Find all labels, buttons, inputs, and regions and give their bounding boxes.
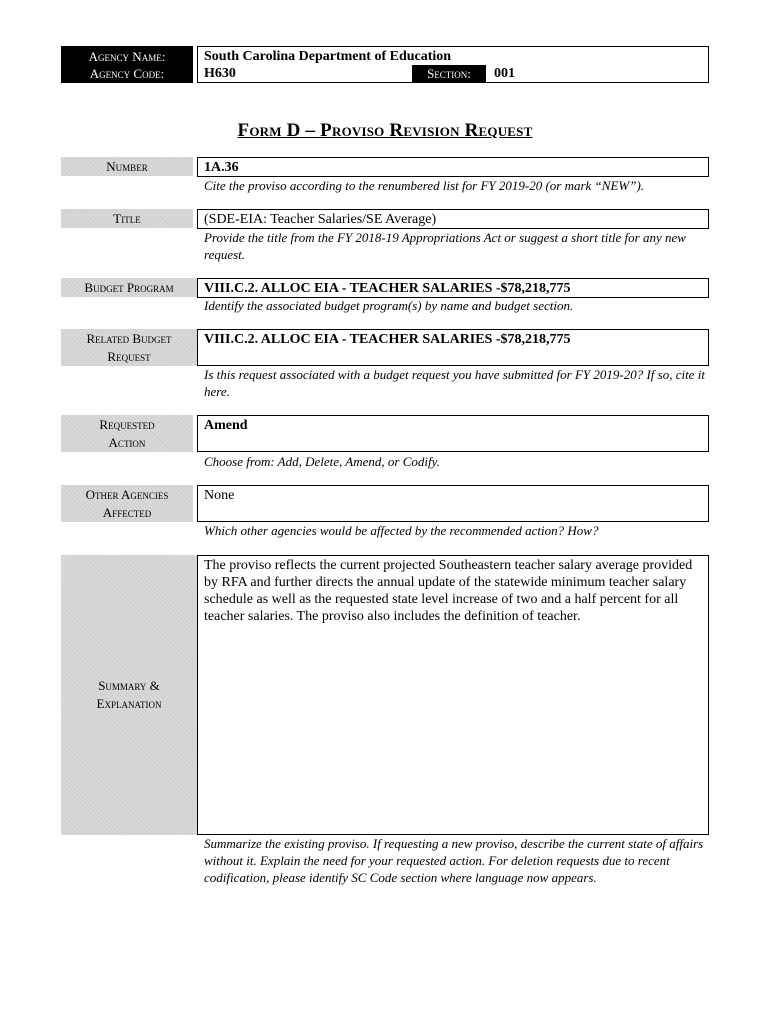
agency-name-label: Agency Name: [88,49,166,64]
other-agencies-hint: Which other agencies would be affected by the recommended action? How? [204,523,599,538]
section-label: Section: [412,65,486,82]
section-number: 001 [494,66,515,81]
requested-action-field[interactable]: Amend [197,415,709,452]
other-agencies-label: Other Agencies Affected [61,485,193,522]
agency-labels [61,46,193,83]
agency-name: South Carolina Department of Education [204,49,452,64]
title-field[interactable]: (SDE-EIA: Teacher Salaries/SE Average) [197,209,709,229]
number-label: Number [61,157,193,176]
other-agencies-field[interactable]: None [197,485,709,522]
requested-action-label: Requested Action [61,415,193,452]
budget-program-label: Budget Program [61,278,197,297]
title-hint: Provide the title from the FY 2018-19 Appropriations Act or suggest a short title for any new request. [204,230,686,262]
title-label: Title [61,209,193,228]
form-title: Form D – Proviso Revision Request [237,120,533,141]
budget-program-hint: Identify the associated budget program(s) by name and budget section. [204,298,574,313]
summary-hint: Summarize the existing proviso. If requesting a new proviso, describe the current state of affairs without it. Explain the need for your requested action. For deletion requests due to recent codification, please identify SC Code section where language now appears. [204,836,704,885]
related-budget-request-label: Related Budget Request [61,329,197,366]
summary-field[interactable]: The proviso reflects the current projected Southeastern teacher salary average provided by RFA and further directs the annual update of the statewide minimum teacher salary schedule as well as the requested state level increase of two and a half percent for all teacher salaries. The proviso also includes the definition of teacher. [197,555,709,835]
budget-program-field[interactable]: VIII.C.2. ALLOC EIA - TEACHER SALARIES -$78,218,775 [197,278,709,298]
number-hint: Cite the proviso according to the renumbered list for FY 2019-20 (or mark “NEW”). [204,178,645,193]
agency-code: H630 [204,66,236,81]
number-field[interactable]: 1A.36 [197,157,709,177]
related-budget-request-hint: Is this request associated with a budget request you have submitted for FY 2019-20? If so, cite it here. [204,367,705,399]
summary-label: Summary & Explanation [61,555,197,835]
requested-action-hint: Choose from: Add, Delete, Amend, or Codify. [204,454,440,469]
agency-code-label: Agency Code: [89,66,165,81]
related-budget-request-field[interactable]: VIII.C.2. ALLOC EIA - TEACHER SALARIES -$78,218,775 [197,329,709,366]
